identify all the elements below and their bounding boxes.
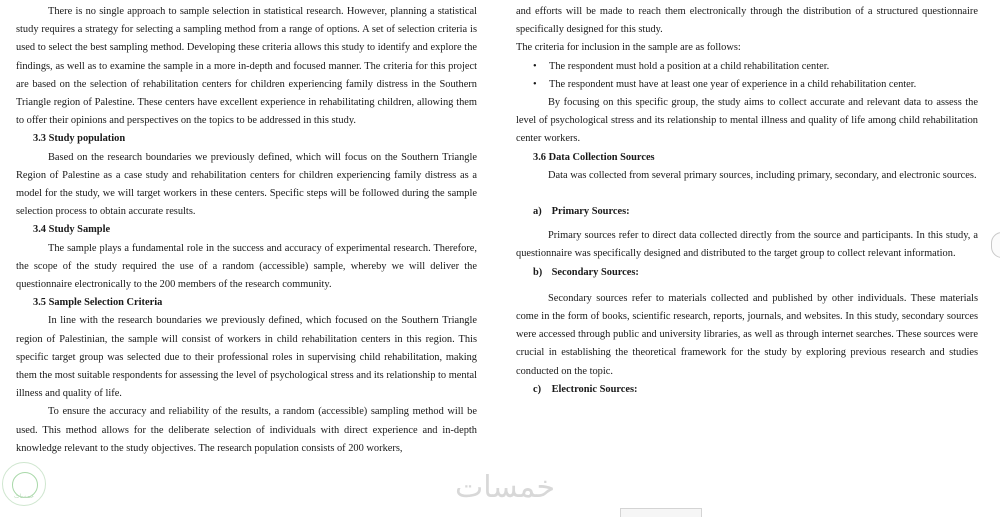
subheading-primary-sources	[516, 203, 978, 221]
continuation-paragraph: and efforts will be made to reach them electronically through the distribution of a structured questionnaire specifically designed for this study.	[516, 6, 978, 36]
watermark-text: خمسات	[454, 470, 556, 505]
population-paragraph: Based on the research boundaries we previously defined, which will focus on the Southern Triangle Region of Palestine as a case study and rehabilitation centers for children experiencing family distress as a model for the study, we will target workers in these centers. Specific steps will be followed during the sample selection process to obtain accurate results.	[16, 151, 477, 218]
secondary-paragraph: Secondary sources refer to materials collected and published by other individuals. These materials come in the form of books, scientific research, reports, journals, and websites. In this study, secondary sources were accessed through public and university libraries, as well as through internet searches. These sources were crucial in establishing the theoretical framework for the study by exploring previous research and studies conducted on the topic.	[516, 292, 978, 377]
seal-logo-icon	[2, 462, 46, 506]
criteria-bullet-position: • The respondent must hold a position at a child rehabilitation center.	[516, 58, 978, 76]
intro-paragraph: There is no single approach to sample selection in statistical research. However, planning a statistical study requires a strategy for selecting a sampling method from a range of options. A set of selection criteria is used to select the best sampling method. Developing these criteria allows this study to identify and explore the findings, as well as to examine the sample in a more in-depth and focused manner. The criteria for this project are based on the selection of rehabilitation centers for children experiencing family distress in the Southern Triangle region of Palestine. These centers have excellent experience in rehabilitating children, allowing them to offer their opinions and perspectives on the topics to be addressed in this study.	[16, 6, 477, 127]
chevron-left-icon[interactable]	[991, 232, 1000, 258]
list-label: b)	[533, 266, 543, 278]
accuracy-paragraph: To ensure the accuracy and reliability of the results, a random (accessible) sampling method will be used. This method allows for the deliberate selection of individuals with direct experience and in-depth knowledge relevant to the study objectives. The research population consists of 200 workers,	[16, 406, 477, 454]
list-label: a)	[533, 206, 542, 218]
list-label: c)	[533, 383, 542, 395]
right-column	[516, 3, 978, 399]
section-heading-study-population: 3.3 Study population	[33, 133, 126, 145]
section-heading-study-sample: 3.4 Study Sample	[33, 224, 111, 236]
section-heading-data-sources: 3.6 Data Collection Sources	[533, 151, 655, 163]
subheading-electronic-sources	[516, 381, 978, 399]
criteria-bullet-experience: • The respondent must have at least one year of experience in a child rehabilitation center.	[516, 76, 978, 94]
criteria-intro: The criteria for inclusion in the sample are as follows:	[516, 42, 741, 54]
subheading-secondary-sources	[516, 264, 978, 282]
primary-paragraph: Primary sources refer to direct data collected directly from the source and participants. In this study, a questionnaire was specifically designed and distributed to the target group to collect relevant information.	[516, 230, 978, 260]
subheading-text: Electronic Sources:	[551, 383, 638, 395]
sources-paragraph: Data was collected from several primary sources, including primary, secondary, and electronic sources.	[548, 169, 977, 181]
criteria-paragraph: In line with the research boundaries we previously defined, which focused on the Southern Triangle region of Palestinian, the sample will consist of workers in child rehabilitation centers in this region. This specific target group was selected due to their professional roles in supervising child rehabilitation, making them the most suitable respondents for assessing the level of psychological stress and its relationship to mental illness and quality of life.	[16, 315, 477, 400]
sample-paragraph: The sample plays a fundamental role in the success and accuracy of experimental research. Therefore, the scope of the study required the use of a random (accessible) sample, whereby we will deliver the questionnaire electronically to the 200 members of the research community.	[16, 242, 477, 291]
section-heading-selection-criteria: 3.5 Sample Selection Criteria	[33, 297, 163, 309]
subheading-text: Primary Sources:	[551, 206, 630, 218]
subheading-text: Secondary Sources:	[551, 266, 639, 278]
focus-paragraph: By focusing on this specific group, the study aims to collect accurate and relevant data to assess the level of psychological stress and its relationship to mental illness and quality of life among child rehabilitation center workers.	[516, 97, 978, 145]
logo-text: خمسات	[13, 493, 34, 500]
left-column	[16, 3, 477, 458]
